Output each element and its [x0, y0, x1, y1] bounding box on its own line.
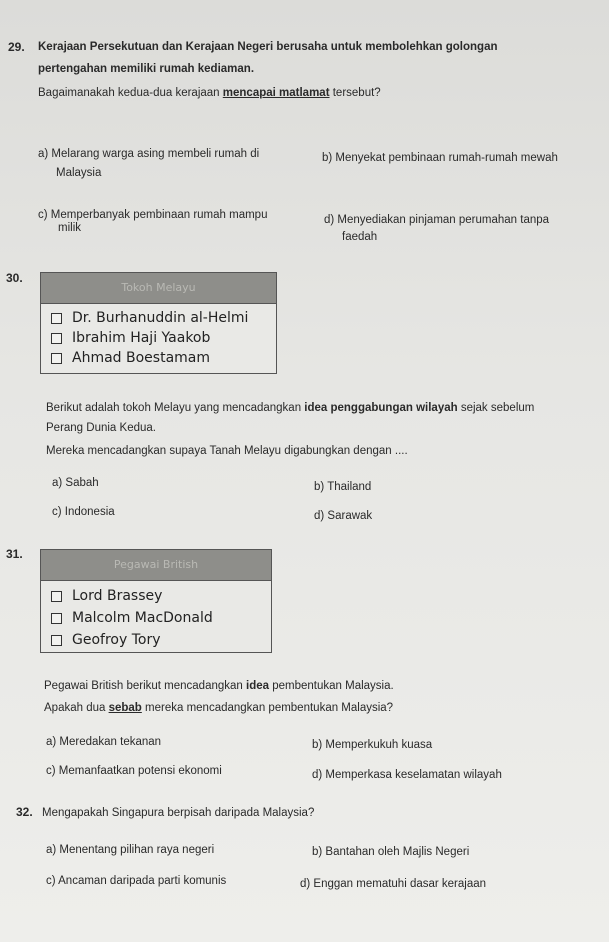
q31-number: 31.	[6, 547, 23, 561]
q31-stem-line1: Pegawai British berikut mencadangkan idea pembentukan Malaysia.	[44, 680, 394, 692]
q31-option-a: a) Meredakan tekanan	[46, 736, 162, 748]
q32-number: 32.	[16, 805, 33, 819]
checkbox-icon	[51, 591, 62, 602]
q29-option-d-line1: d) Menyediakan pinjaman perumahan tanpa	[324, 214, 550, 226]
q29-option-c-line1: c) Memperbanyak pembinaan rumah mampu	[38, 209, 268, 221]
q30-option-a: a) Sabah	[52, 477, 99, 489]
q31-box-item: Geofroy Tory	[41, 629, 271, 651]
q30-info-box	[40, 272, 277, 374]
q31-info-box	[40, 549, 272, 653]
q32-option-d: d) Enggan mematuhi dasar kerajaan	[300, 878, 487, 890]
q30-option-b: b) Thailand	[314, 481, 372, 493]
q30-number: 30.	[6, 271, 23, 285]
q32-option-b: b) Bantahan oleh Majlis Negeri	[312, 846, 470, 858]
checkbox-icon	[51, 613, 62, 624]
q30-stem-line3: Mereka mencadangkan supaya Tanah Melayu digabungkan dengan ....	[46, 445, 408, 457]
q32-option-c: c) Ancaman daripada parti komunis	[46, 875, 227, 887]
q32-stem: Mengapakah Singapura berpisah daripada Malaysia?	[42, 807, 315, 819]
q29-question	[38, 84, 381, 102]
q29-question-post: tersebut?	[329, 87, 381, 99]
q30-box-title: Tokoh Melayu	[41, 273, 276, 304]
q29-option-a-line1: a) Melarang warga asing membeli rumah di	[38, 148, 260, 160]
q30-stem-line2: Perang Dunia Kedua.	[46, 422, 156, 434]
q32-option-a: a) Menentang pilihan raya negeri	[46, 844, 215, 856]
q31-box-item: Lord Brassey	[41, 585, 271, 607]
q30-stem-line1: Berikut adalah tokoh Melayu yang mencadangkan idea penggabungan wilayah sejak sebelum	[46, 402, 535, 414]
q31-option-c: c) Memanfaatkan potensi ekonomi	[46, 765, 222, 777]
checkbox-icon	[51, 333, 62, 344]
q31-option-d: d) Memperkasa keselamatan wilayah	[312, 769, 502, 781]
q29-option-b: b) Menyekat pembinaan rumah-rumah mewah	[322, 152, 558, 164]
q30-box-item: Ahmad Boestamam	[41, 348, 276, 368]
q30-box-item: Dr. Burhanuddin al-Helmi	[41, 308, 276, 328]
q29-stem-line2: pertengahan memiliki rumah kediaman.	[38, 63, 255, 75]
q29-option-c-line2: milik	[58, 222, 81, 234]
q30-option-c: c) Indonesia	[52, 506, 115, 518]
q31-box-item: Malcolm MacDonald	[41, 607, 271, 629]
checkbox-icon	[51, 313, 62, 324]
q29-question-underlined: mencapai matlamat	[222, 87, 330, 99]
q31-box-title: Pegawai British	[41, 550, 271, 581]
q29-option-a-line2: Malaysia	[56, 167, 102, 179]
q29-stem-line1: Kerajaan Persekutuan dan Kerajaan Negeri berusaha untuk membolehkan golongan	[38, 41, 498, 53]
q31-question: Apakah dua sebab mereka mencadangkan pembentukan Malaysia?	[44, 702, 394, 714]
q29-question-pre: Bagaimanakah kedua-dua kerajaan	[38, 87, 223, 99]
q29-option-d-line2: faedah	[342, 231, 378, 243]
q30-option-d: d) Sarawak	[314, 510, 373, 522]
q29-number: 29.	[8, 40, 25, 54]
checkbox-icon	[51, 353, 62, 364]
q30-box-item: Ibrahim Haji Yaakob	[41, 328, 276, 348]
checkbox-icon	[51, 635, 62, 646]
q31-option-b: b) Memperkukuh kuasa	[312, 739, 433, 751]
